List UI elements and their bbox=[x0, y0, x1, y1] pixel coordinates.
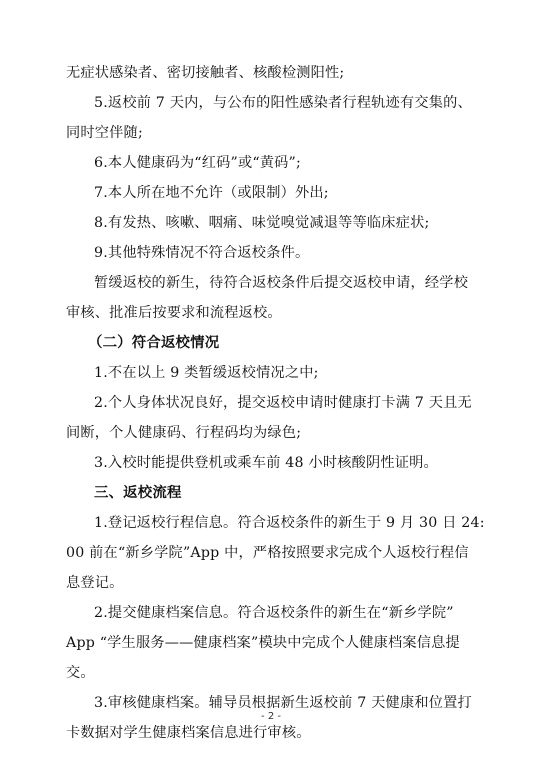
body-line: 00 前在“新乡学院”App 中，严格按照要求完成个人返校行程信 bbox=[66, 545, 469, 561]
body-line: 卡数据对学生健康档案信息进行审核。 bbox=[66, 725, 311, 741]
list-item-5: 5.返校前 7 天内，与公布的阳性感染者行程轨迹有交集的、 bbox=[94, 95, 472, 111]
body-line: 交。 bbox=[66, 665, 95, 681]
page-number: - 2 - bbox=[261, 711, 281, 722]
process-step-2: 2.提交健康档案信息。符合返校条件的新生在“新乡学院” bbox=[94, 605, 454, 621]
list-item-2: 2.个人身体状况良好，提交返校申请时健康打卡满 7 天且无 bbox=[94, 395, 472, 411]
list-item-1: 1.不在以上 9 类暂缓返校情况之中; bbox=[94, 365, 319, 381]
body-line: App “学生服务——健康档案”模块中完成个人健康档案信息提 bbox=[66, 635, 460, 651]
list-item-7: 7.本人所在地不允许（或限制）外出; bbox=[94, 185, 329, 201]
process-step-1: 1.登记返校行程信息。符合返校条件的新生于 9 月 30 日 24: bbox=[94, 515, 485, 531]
list-item-3: 3.入校时能提供登机或乘车前 48 小时核酸阴性证明。 bbox=[94, 455, 438, 471]
document-body bbox=[66, 58, 486, 748]
process-step-3: 3.审核健康档案。辅导员根据新生返校前 7 天健康和位置打 bbox=[94, 695, 472, 711]
body-line: 同时空伴随; bbox=[66, 125, 143, 141]
section-heading-return-process: 三、返校流程 bbox=[94, 485, 182, 501]
list-item-8: 8.有发热、咳嗽、咽痛、味觉嗅觉减退等等临床症状; bbox=[94, 215, 430, 231]
body-line: 无症状感染者、密切接触者、核酸检测阳性; bbox=[66, 65, 345, 81]
paragraph-line: 暂缓返校的新生，待符合返校条件后提交返校申请，经学校 bbox=[94, 275, 469, 291]
body-line: 间断，个人健康码、行程码均为绿色; bbox=[66, 425, 302, 441]
paragraph-line: 审核、批准后按要求和流程返校。 bbox=[66, 305, 282, 321]
list-item-9: 9.其他特殊情况不符合返校条件。 bbox=[94, 245, 310, 261]
body-line: 息登记。 bbox=[66, 575, 124, 591]
section-heading-eligible-return: （二）符合返校情况 bbox=[88, 335, 220, 351]
list-item-6: 6.本人健康码为“红码”或“黄码”; bbox=[94, 155, 301, 171]
